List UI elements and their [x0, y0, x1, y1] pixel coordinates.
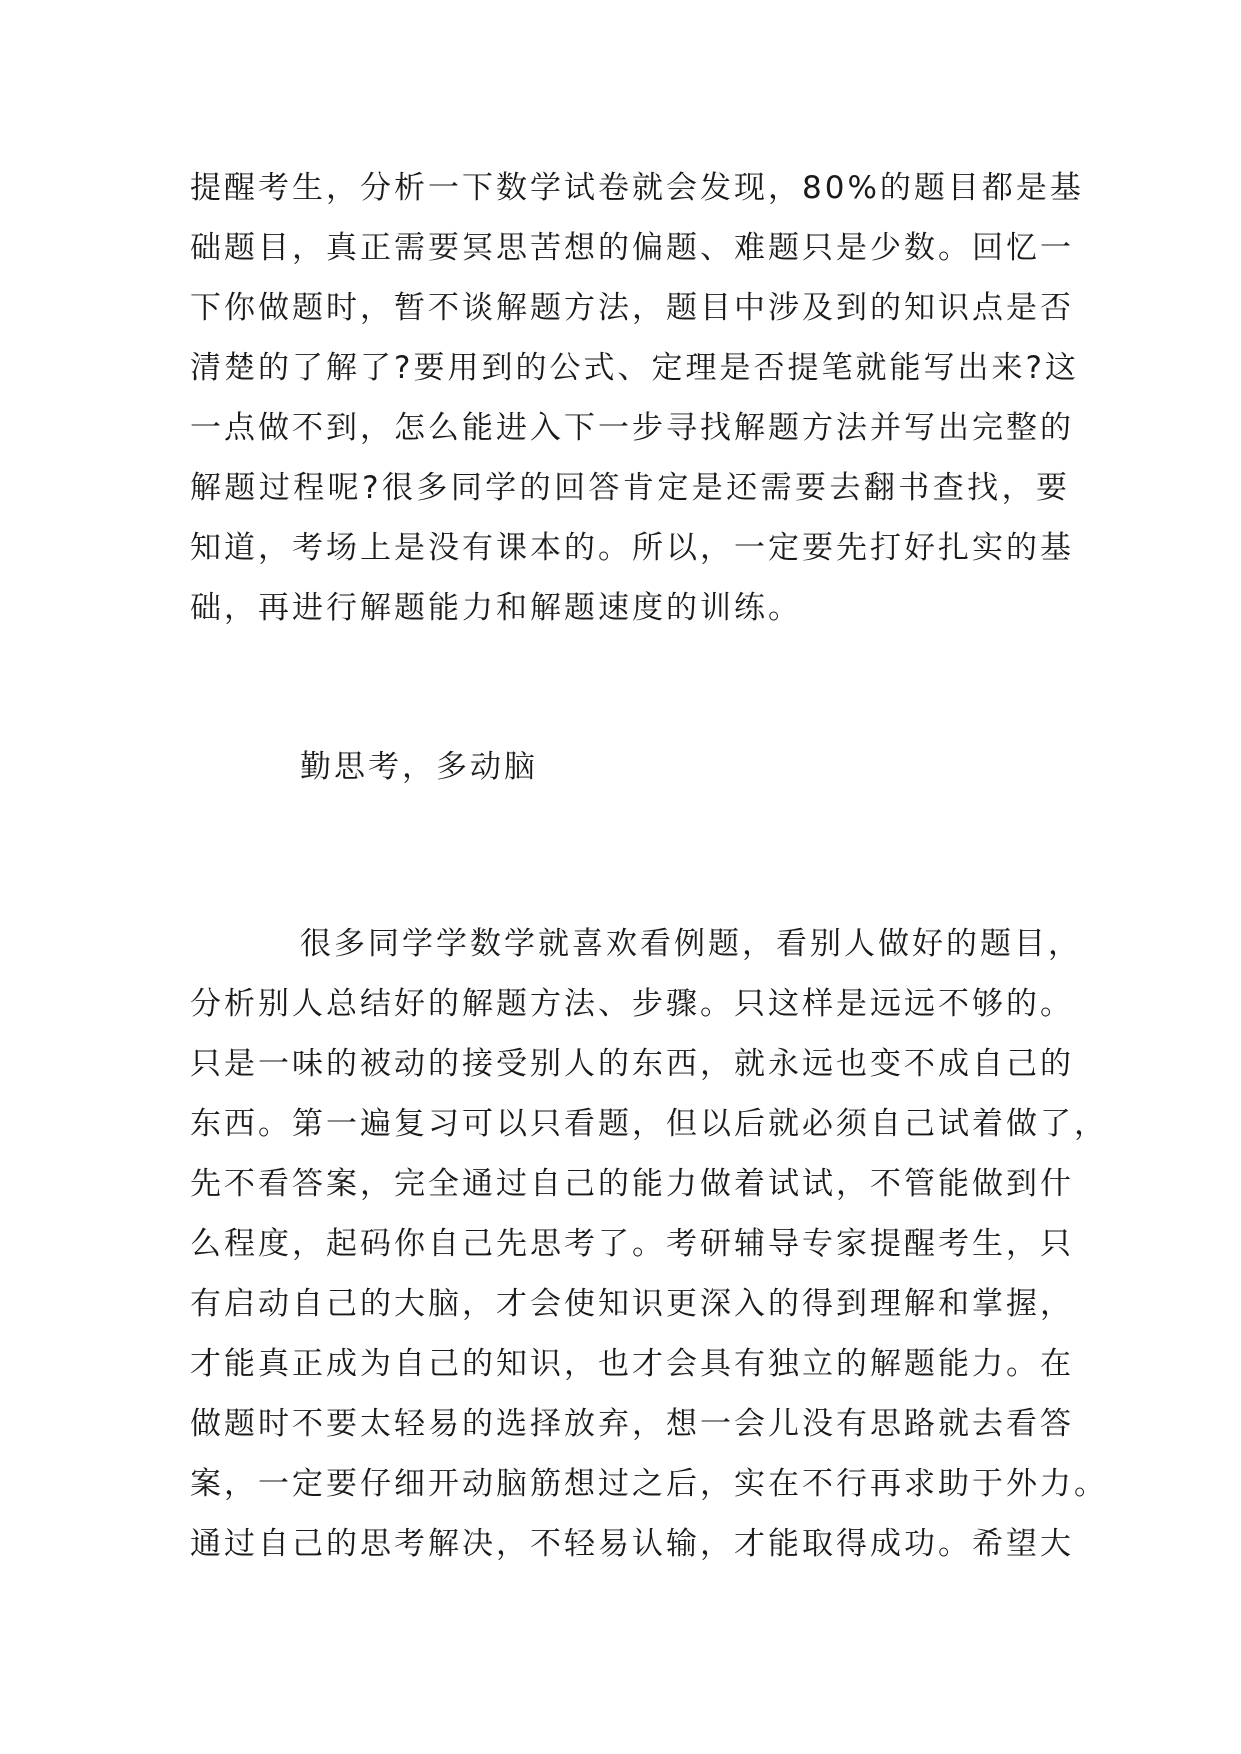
text-line: 才能真正成为自己的知识，也才会具有独立的解题能力。在 — [190, 1346, 1074, 1382]
text-line: 很多同学学数学就喜欢看例题，看别人做好的题目， — [300, 926, 1082, 962]
text-line: 只是一味的被动的接受别人的东西，就永远也变不成自己的 — [190, 1046, 1074, 1082]
text-line: 分析别人总结好的解题方法、步骤。只这样是远远不够的。 — [190, 986, 1074, 1022]
text-line: 先不看答案，完全通过自己的能力做着试试，不管能做到什 — [190, 1166, 1074, 1202]
text-line: 做题时不要太轻易的选择放弃，想一会儿没有思路就去看答 — [190, 1406, 1074, 1442]
text-line: 通过自己的思考解决，不轻易认输，才能取得成功。希望大 — [190, 1526, 1074, 1562]
text-line: 知道，考场上是没有课本的。所以，一定要先打好扎实的基 — [190, 530, 1074, 566]
heading-text: 勤思考，多动脑 — [300, 749, 538, 785]
text-line: 解题过程呢?很多同学的回答肯定是还需要去翻书查找，要 — [190, 470, 1070, 506]
text-line: 案，一定要仔细开动脑筋想过之后，实在不行再求助于外力。 — [190, 1466, 1108, 1502]
text-line: 下你做题时，暂不谈解题方法，题目中涉及到的知识点是否 — [190, 290, 1074, 326]
text-line: 提醒考生，分析一下数学试卷就会发现，80%的题目都是基 — [190, 170, 1084, 206]
paragraph-thinking — [190, 914, 1108, 1574]
text-line: 一点做不到，怎么能进入下一步寻找解题方法并写出完整的 — [190, 410, 1074, 446]
text-line: 有启动自己的大脑，才会使知识更深入的得到理解和掌握， — [190, 1286, 1074, 1322]
section-heading — [190, 737, 1070, 797]
text-line: 础，再进行解题能力和解题速度的训练。 — [190, 590, 802, 626]
text-line: 么程度，起码你自己先思考了。考研辅导专家提醒考生，只 — [190, 1226, 1074, 1262]
text-line: 东西。第一遍复习可以只看题，但以后就必须自己试着做了， — [190, 1106, 1108, 1142]
paragraph-basics — [190, 158, 1084, 638]
text-line: 清楚的了解了?要用到的公式、定理是否提笔就能写出来?这 — [190, 350, 1079, 386]
text-line: 础题目，真正需要冥思苦想的偏题、难题只是少数。回忆一 — [190, 230, 1074, 266]
